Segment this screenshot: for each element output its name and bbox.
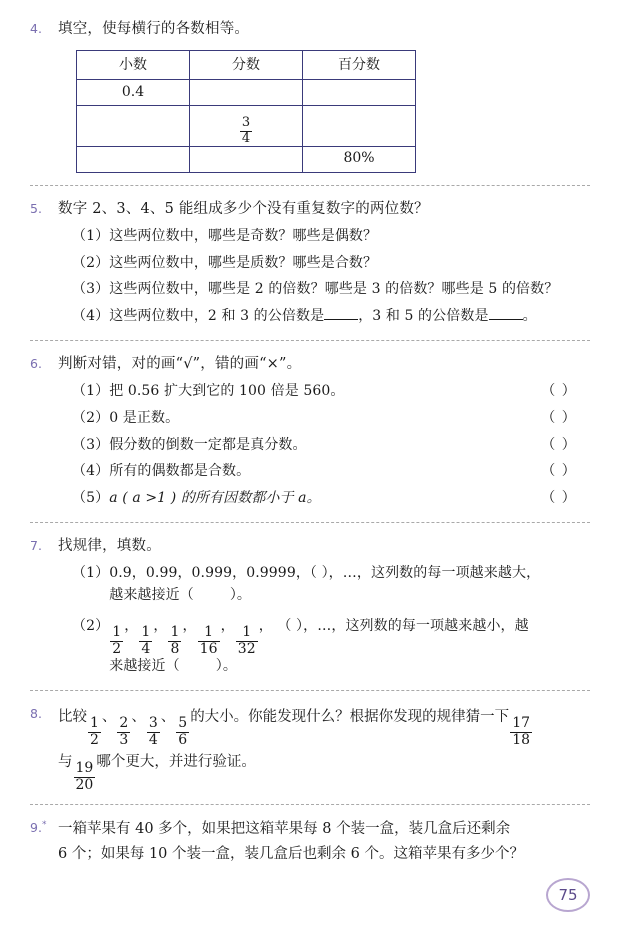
subquestion-2	[72, 253, 590, 275]
exercise-9-num-text: 9.	[30, 820, 42, 836]
item-body: a ( a >1 ) 的所有因数都小于 a。	[109, 490, 321, 507]
item-text	[72, 461, 528, 483]
sequence-text-line2-b: ）。	[229, 586, 252, 603]
exercise-6-items	[58, 381, 590, 509]
sequence-tail: （ ），…，这列数的每一项越来越小，越	[277, 617, 529, 634]
sub-label: （2）	[72, 617, 110, 634]
item-label: （3）	[72, 436, 110, 453]
item-label: （2）	[72, 409, 110, 426]
cell-fraction-2	[190, 106, 303, 146]
sub-text: 这些两位数中，哪些是质数？哪些是合数？	[109, 254, 378, 271]
item-text	[72, 488, 528, 510]
answer-paren[interactable]: （ ）	[541, 490, 577, 507]
cell-fraction-1	[190, 80, 303, 106]
exercise-6	[30, 353, 590, 510]
judgement-item-1	[72, 381, 590, 403]
star-marker: *	[41, 820, 47, 831]
sub-label: （1）	[72, 565, 110, 582]
exercise-9	[30, 817, 590, 866]
exercise-8-text-a: 比较	[58, 708, 87, 725]
exercise-7-stem: 找规律，填数。	[58, 537, 161, 554]
conversion-table	[76, 50, 416, 172]
page-number: 75	[546, 878, 590, 912]
sub-label: （2）	[72, 254, 110, 271]
exercise-4-number: 4.	[30, 21, 42, 36]
answer-blank[interactable]	[324, 319, 358, 320]
table-row	[77, 146, 416, 172]
table-row	[77, 80, 416, 106]
judgement-item-4	[72, 461, 590, 483]
exercise-9-line2: 6 个；如果每 10 个装一盒，装几盒后也剩余 6 个。这箱苹果有多少个？	[58, 845, 524, 862]
table-header-row	[77, 51, 416, 80]
sub-text	[109, 616, 590, 678]
exercise-7-items	[58, 563, 590, 678]
fraction-19-20: $\frac{19}{20}$	[75, 759, 94, 793]
exercise-9-line1: 一箱苹果有 40 多个，如果把这箱苹果每 8 个装一盒，装几盒后还剩余	[58, 821, 511, 838]
table-header-decimal: 小数	[77, 51, 190, 80]
fraction-17-18: $\frac{17}{18}$	[512, 715, 531, 748]
judgement-item-2	[72, 408, 590, 430]
fraction-3: $\frac{1}{8}$	[170, 623, 180, 657]
fraction-4: $\frac{5}{6}$	[178, 715, 188, 748]
subquestion-3	[72, 279, 590, 301]
fraction-5: $\frac{1}{32}$	[237, 623, 256, 657]
item-text	[72, 408, 528, 430]
exercise-8: 8. 比较 $\frac{1}{2}$ 、 $\frac{2}{3}$ 、 $\frac{3}{4}$ 、 $\frac{5}{6}$ 的大小。你能发现什么？根据你发现的规律猜一下 $\frac{17}{18}$ 与 $\frac{19}{20}$ 哪个更大，并进行验证。	[30, 703, 590, 792]
sequence-text-line2-a: 来越接近（	[109, 658, 180, 675]
judgement-item-5	[72, 488, 590, 510]
sub-text-b: ，3 和 5 的公倍数是	[358, 308, 489, 325]
subquestion-4	[72, 306, 590, 328]
exercise-5-stem: 数字 2、3、4、5 能组成多少个没有重复数字的两位数？	[58, 200, 429, 217]
answer-paren[interactable]: （ ）	[541, 463, 577, 480]
cell-decimal-1: 0.4	[77, 80, 190, 106]
exercise-4-stem: 填空，使每横行的各数相等。	[58, 21, 250, 37]
exercise-8-text-d: 哪个更大，并进行验证。	[96, 753, 256, 770]
sequence-text: 0.9，0.99，0.999，0.9999，（ ），…，这列数的每一项越来越大，	[109, 565, 541, 582]
item-body: 把 0.56 扩大到它的 100 倍是 560。	[109, 383, 345, 400]
exercise-8-number: 8.	[30, 705, 42, 721]
exercise-8-text-c: 与	[58, 753, 73, 770]
sub-label: （3）	[72, 281, 110, 298]
exercise-7	[30, 535, 590, 678]
sub-text-c: 。	[522, 308, 537, 325]
exercise-8-text-b: 的大小。你能发现什么？根据你发现的规律猜一下	[190, 708, 510, 725]
fraction-1: $\frac{1}{2}$	[112, 623, 122, 657]
cell-decimal-3	[77, 146, 190, 172]
sub-text: 这些两位数中，哪些是 2 的倍数？哪些是 3 的倍数？哪些是 5 的倍数？	[109, 281, 559, 298]
divider	[30, 340, 590, 341]
fraction-2: $\frac{2}{3}$	[119, 715, 129, 748]
sub-text-a: 这些两位数中，2 和 3 的公倍数是	[109, 308, 325, 325]
item-label: （1）	[72, 383, 110, 400]
exercise-9-number	[30, 817, 58, 835]
exercise-5-number: 5.	[30, 200, 42, 216]
answer-blank[interactable]	[489, 319, 523, 320]
sub-text: 这些两位数中，哪些是奇数？哪些是偶数？	[109, 228, 378, 245]
answer-paren[interactable]: （ ）	[541, 409, 577, 426]
answer-paren[interactable]: （ ）	[541, 383, 577, 400]
sub-label: （4）	[72, 308, 110, 325]
exercise-5-subquestions	[58, 226, 590, 328]
sub-text	[109, 306, 590, 328]
item-body: 0 是正数。	[109, 409, 180, 426]
cell-percent-1	[303, 80, 416, 106]
item-body: 假分数的倒数一定都是真分数。	[109, 436, 307, 453]
sequence-text-line2-a: 越来越接近（	[109, 586, 194, 603]
sub-text	[109, 563, 590, 606]
judgement-item-3	[72, 435, 590, 457]
cell-percent-2	[303, 106, 416, 146]
pattern-item-2	[72, 616, 590, 678]
fraction-4: $\frac{1}{16}$	[199, 623, 218, 657]
table-row	[77, 106, 416, 146]
cell-decimal-2	[77, 106, 190, 146]
divider	[30, 690, 590, 691]
item-text	[72, 381, 528, 403]
subquestion-1	[72, 226, 590, 248]
cell-percent-3: 80%	[303, 146, 416, 172]
fraction-three-fourths: $\frac{3}{4}$	[241, 115, 251, 146]
divider	[30, 522, 590, 523]
item-label: （4）	[72, 463, 110, 480]
answer-paren[interactable]: （ ）	[541, 436, 577, 453]
table-header-percent: 百分数	[303, 51, 416, 80]
pattern-item-1	[72, 563, 590, 606]
divider	[30, 185, 590, 186]
exercise-7-number: 7.	[30, 537, 42, 553]
fraction-2: $\frac{1}{4}$	[141, 623, 151, 657]
fraction-1: $\frac{1}{2}$	[90, 715, 99, 748]
sequence-text-line2-b: ）。	[215, 658, 237, 675]
exercise-5	[30, 198, 590, 328]
sub-label: （1）	[72, 228, 110, 245]
fraction-sequence: $\frac{1}{2}$ ， $\frac{1}{4}$ ， $\frac{1}{8}$ ， $\frac{1}{16}$ ， $\frac{1}{32}$ ，	[112, 617, 278, 657]
fraction-3: $\frac{3}{4}$	[148, 715, 158, 748]
item-body: 所有的偶数都是合数。	[109, 463, 251, 480]
exercise-6-number: 6.	[30, 355, 42, 371]
table-header-fraction: 分数	[190, 51, 303, 80]
exercise-6-stem: 判断对错，对的画“√”，错的画“×”。	[58, 355, 302, 372]
item-text	[72, 435, 528, 457]
cell-fraction-3	[190, 146, 303, 172]
exercise-4	[30, 18, 590, 173]
item-label: （5）	[72, 490, 110, 507]
divider	[30, 804, 590, 805]
